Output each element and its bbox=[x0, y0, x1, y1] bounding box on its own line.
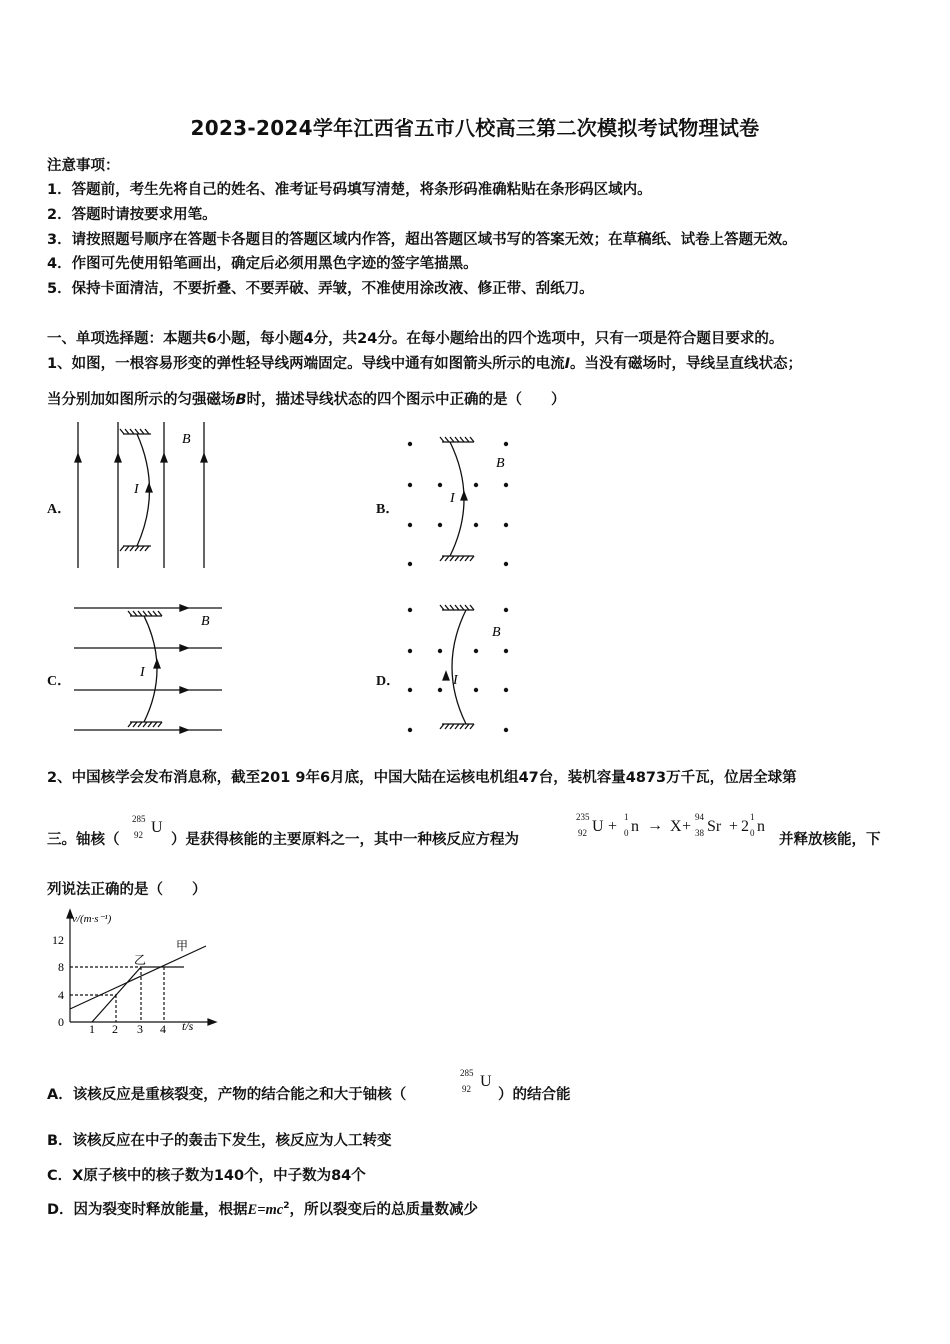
q1-figure-d bbox=[398, 600, 523, 740]
q1-line1 bbox=[47, 352, 802, 373]
q2-option-a-post: ）的结合能 bbox=[498, 1087, 571, 1103]
q1-option-a-label: A． bbox=[47, 502, 72, 517]
q1-c-current-label: I bbox=[140, 665, 145, 680]
q1-var-b: B bbox=[235, 392, 247, 408]
eq-n-num: 0 bbox=[624, 828, 629, 838]
eq-coef: 2 bbox=[741, 818, 749, 835]
q2-option-d-exp: 2 bbox=[283, 1201, 290, 1212]
eq-n2-sym: n bbox=[757, 818, 765, 835]
eq-plus-1: + bbox=[608, 818, 618, 835]
eq-sr-sym: Sr bbox=[707, 818, 722, 835]
eq-u-mass: 235 bbox=[576, 812, 590, 822]
q1-option-c-label: C． bbox=[47, 674, 72, 689]
graph-ytick-12: 12 bbox=[52, 933, 64, 947]
q1-b-field-label: B bbox=[496, 456, 505, 471]
eq-plus-3: + bbox=[729, 818, 739, 835]
graph-ylabel: v/(m·s⁻¹) bbox=[72, 913, 112, 925]
eq-x: X bbox=[670, 818, 682, 835]
eq-sr-num: 38 bbox=[695, 828, 704, 838]
q1-d-field-label: B bbox=[492, 625, 501, 640]
q1-text-c: 当分别加如图所示的匀强磁场 bbox=[47, 392, 236, 408]
q1-var-i: I bbox=[564, 356, 570, 372]
q1-text-b: 。当没有磁场时，导线呈直线状态； bbox=[570, 356, 802, 372]
eq-u-sym: U bbox=[592, 818, 604, 835]
page-title: 2023-2024学年江西省五市八校高三第二次模拟考试物理试卷 bbox=[190, 116, 760, 140]
eq-n2-mass: 1 bbox=[750, 812, 755, 822]
q1-c-field-label: B bbox=[201, 614, 210, 629]
eq-u-num: 92 bbox=[578, 828, 587, 838]
notice-item-2: 2．答题时请按要求用笔。 bbox=[47, 207, 217, 223]
eq-arrow: → bbox=[647, 817, 663, 834]
q2-option-d bbox=[47, 1198, 478, 1219]
notice-item-4: 4．作图可先使用铅笔画出，确定后必须用黑色字迹的签字笔描黑。 bbox=[47, 256, 478, 272]
section-heading: 一、单项选择题：本题共6小题，每小题4分，共24分。在每小题给出的四个选项中，只有一项是符合题目要求的。 bbox=[47, 331, 784, 347]
q2-option-c: C．X原子核中的核子数为140个，中子数为84个 bbox=[47, 1168, 366, 1184]
q1-b-current-label: I bbox=[450, 491, 455, 506]
eq-plus-2: + bbox=[682, 818, 692, 835]
notice-item-3: 3．请按照题号顺序在答题卡各题目的答题区域内作答，超出答题区域书写的答案无效；在草稿纸、试卷上答题无效。 bbox=[47, 232, 797, 248]
notice-item-1: 1．答题前，考生先将自己的姓名、准考证号码填写清楚，将条形码准确粘贴在条形码区域内。 bbox=[47, 182, 652, 198]
q1-figure-b bbox=[398, 432, 523, 572]
opt-u-number: 92 bbox=[462, 1084, 471, 1094]
q2-option-d-formula: E=mc bbox=[247, 1202, 284, 1218]
graph-xlabel: t/s bbox=[182, 1019, 194, 1033]
graph-xtick-3: 3 bbox=[137, 1022, 143, 1036]
q2-line2-a: 三。铀核（ bbox=[47, 832, 120, 848]
q2-option-b: B．该核反应在中子的轰击下发生，核反应为人工转变 bbox=[47, 1133, 392, 1149]
opt-u-mass: 285 bbox=[460, 1068, 474, 1078]
q2-u-number: 92 bbox=[134, 830, 143, 840]
q1-d-current-label: I bbox=[453, 673, 458, 688]
opt-u-symbol: U bbox=[480, 1073, 492, 1090]
graph-ytick-4: 4 bbox=[58, 988, 64, 1002]
q2-option-a-pre: A．该核反应是重核裂变，产物的结合能之和大于铀核（ bbox=[47, 1087, 407, 1103]
q2-line2-c: 并释放核能，下 bbox=[779, 832, 881, 848]
q1-figure-a bbox=[66, 418, 226, 573]
q1-a-current-label: I bbox=[134, 482, 139, 497]
notice-item-5: 5．保持卡面清洁，不要折叠、不要弄破、弄皱，不准使用涂改液、修正带、刮纸刀。 bbox=[47, 281, 594, 297]
q2-u-symbol: U bbox=[151, 819, 163, 836]
q2-line1: 2、中国核学会发布消息称，截至201 9年6月底，中国大陆在运核电机组47台，装机容量4873万千瓦，位居全球第 bbox=[47, 770, 797, 786]
eq-sr-mass: 94 bbox=[695, 812, 704, 822]
q1-option-d-label: D． bbox=[376, 674, 401, 689]
graph-xtick-1: 1 bbox=[89, 1022, 95, 1036]
q2-line2-b: ）是获得核能的主要原料之一，其中一种核反应方程为 bbox=[171, 832, 519, 848]
graph-xtick-4: 4 bbox=[160, 1022, 166, 1036]
graph-xtick-2: 2 bbox=[112, 1022, 118, 1036]
q1-a-field-label: B bbox=[182, 432, 191, 447]
q2-vt-graph bbox=[44, 906, 224, 1036]
q1-option-b-label: B． bbox=[376, 502, 400, 517]
q1-figure-c bbox=[70, 598, 230, 738]
eq-n2-num: 0 bbox=[750, 828, 755, 838]
q1-text-a: 1、如图，一根容易形变的弹性轻导线两端固定。导线中通有如图箭头所示的电流 bbox=[47, 356, 565, 372]
q1-text-d: 时，描述导线状态的四个图示中正确的是（ ） bbox=[246, 392, 566, 408]
q1-line2 bbox=[47, 388, 566, 409]
graph-label-yi: 乙 bbox=[134, 953, 147, 967]
q2-line3: 列说法正确的是（ ） bbox=[47, 882, 207, 898]
eq-n-mass: 1 bbox=[624, 812, 629, 822]
q2-option-d-pre: D．因为裂变时释放能量，根据 bbox=[47, 1202, 248, 1218]
graph-ytick-8: 8 bbox=[58, 960, 64, 974]
q2-reaction-equation bbox=[576, 812, 776, 846]
q2-option-d-post: ，所以裂变后的总质量数减少 bbox=[289, 1202, 478, 1218]
graph-label-jia: 甲 bbox=[176, 939, 189, 953]
q2-u-mass: 285 bbox=[132, 814, 146, 824]
graph-ytick-0: 0 bbox=[58, 1015, 64, 1029]
notice-heading: 注意事项： bbox=[47, 158, 120, 174]
eq-n-sym: n bbox=[631, 818, 639, 835]
